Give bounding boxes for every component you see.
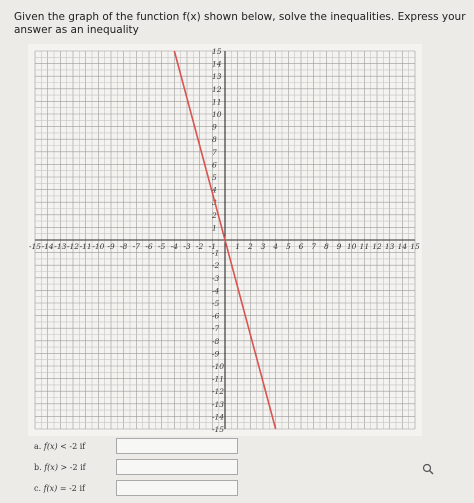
y-tick-label: -6 [212,311,220,321]
x-tick-label: -7 [132,242,140,251]
x-tick-label: 1 [235,242,241,251]
x-tick-label: 5 [285,242,291,251]
y-tick-label: 9 [212,122,217,132]
y-tick-label: -1 [212,248,220,258]
y-tick-label: 5 [212,173,217,182]
y-tick-label: 4 [212,185,217,195]
x-tick-label: -5 [158,242,166,251]
y-tick-label: 2 [212,210,217,220]
y-tick-label: 1 [212,223,217,233]
x-tick-label: 13 [384,242,395,251]
answer-label-b: b. f(x) > -2 if [34,463,86,472]
y-tick-label: -5 [212,299,220,308]
y-tick-label: -11 [212,374,225,384]
x-tick-label: 3 [260,242,266,251]
y-tick-label: 14 [212,59,222,69]
x-tick-label: 4 [273,242,279,251]
x-tick-label: -8 [120,242,128,251]
x-tick-label: -6 [145,242,153,251]
answer-input-a[interactable] [116,438,238,454]
x-tick-label: -15 [28,242,42,251]
y-tick-label: 7 [212,147,217,157]
answer-label-c: c. f(x) = -2 if [34,484,85,493]
question-prompt: Given the graph of the function f(x) shown below, solve the inequalities. Express your answer as an inequality [14,11,466,36]
x-tick-label: 14 [397,242,408,251]
x-tick-label: -10 [92,242,105,251]
y-tick-label: 3 [212,198,217,208]
function-graph [28,44,422,436]
y-tick-label: -13 [212,399,225,409]
x-tick-label: -4 [170,242,178,251]
x-tick-label: -11 [79,242,92,251]
graph-canvas [28,44,422,436]
x-tick-label: -3 [183,242,191,251]
x-tick-label: 12 [372,242,382,251]
answer-row-c [34,480,244,498]
answer-input-c[interactable] [116,480,238,496]
y-tick-label: -8 [212,336,220,346]
y-tick-label: -9 [212,349,220,359]
magnifier-icon[interactable] [422,463,434,475]
x-tick-label: -2 [196,242,204,251]
y-tick-label: 8 [212,135,217,145]
x-tick-label: -14 [41,242,54,251]
y-tick-label: -15 [212,425,225,434]
x-tick-label: 15 [410,242,420,251]
y-tick-label: -4 [212,286,220,296]
x-tick-label: 6 [298,242,304,251]
x-tick-label: -12 [66,242,80,251]
y-tick-label: -12 [212,387,225,397]
y-tick-label: 11 [212,97,222,107]
answer-input-b[interactable] [116,459,238,475]
answer-row-a [34,438,244,456]
y-tick-label: 10 [212,110,222,119]
y-tick-label: -3 [212,273,220,283]
y-tick-label: 12 [212,84,222,94]
y-tick-label: 6 [212,160,217,170]
x-tick-label: -13 [54,242,67,251]
x-tick-label: -1 [208,242,216,251]
x-tick-label: 11 [359,242,370,251]
answer-row-b [34,459,244,477]
y-tick-label: -10 [212,362,225,371]
y-tick-label: -2 [212,261,220,271]
y-tick-label: -14 [212,412,225,422]
x-tick-label: 9 [336,242,342,251]
x-tick-label: 8 [323,242,329,251]
y-tick-label: -7 [212,324,220,334]
x-tick-label: 2 [247,242,253,251]
answer-label-a: a. f(x) < -2 if [34,442,86,451]
x-tick-label: -9 [107,242,115,251]
y-tick-label: 13 [212,72,222,82]
y-tick-label: 15 [212,47,222,56]
x-tick-label: 7 [311,242,317,251]
x-tick-label: 10 [346,242,357,251]
